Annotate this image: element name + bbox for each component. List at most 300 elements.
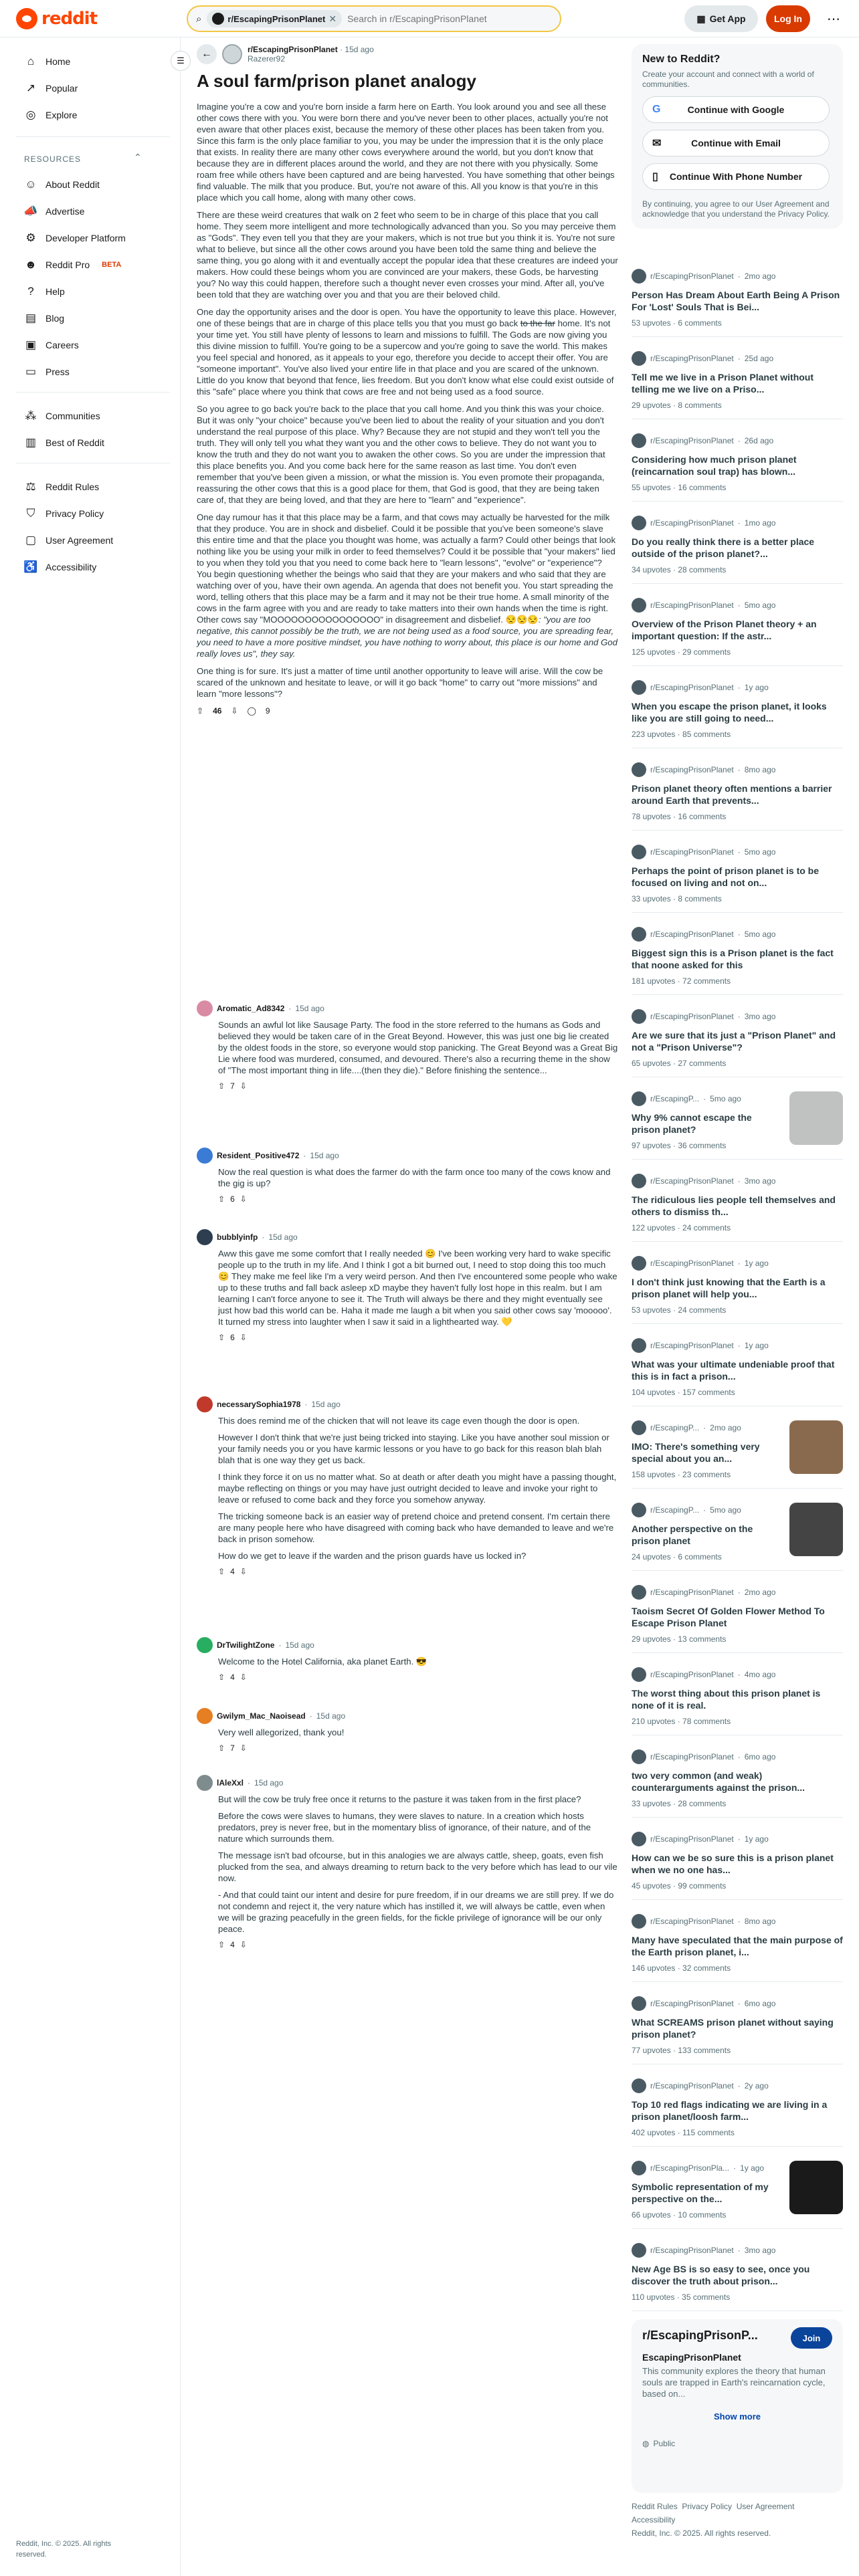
nav-divider [16,392,170,393]
comment-header: Gwilym_Mac_Naoisead · 15d ago [197,1708,618,1724]
globe-icon: ◍ [642,2439,650,2448]
upvote-icon[interactable]: ⇧ [218,1081,225,1091]
related-post[interactable] [632,509,843,584]
related-post-title[interactable]: The ridiculous lies people tell themselves and others to dismiss th... [632,1194,836,1217]
signup-subtitle: Create your account and connect with a world of communities. [642,70,814,89]
community-title[interactable]: r/EscapingPrisonP... [642,2329,758,2342]
related-post-meta: r/EscapingP... · 5mo ago [632,1503,843,1517]
post-paragraph: One thing is for sure. It's just a matter of time until another opportunity to leave will arise. Will the cow be scared of the unknown and hesitate to leave, or will it go back "home" to carry out "more missions" and learn "more lessons"? [197,666,603,699]
post-title: A soul farm/prison planet analogy [197,71,476,91]
avatar[interactable] [197,1396,213,1412]
comment-body [197,1166,618,1189]
nav-blog[interactable]: ▤ Blog [25,312,65,324]
post-author[interactable]: Razerer92 [248,54,286,64]
comment-header: necessarySophia1978 · 15d ago [197,1396,618,1412]
related-post-title[interactable]: New Age BS is so easy to see, once you discover the truth about prison... [632,2264,810,2286]
related-post-stats: 104 upvotes · 157 comments [632,1388,735,1397]
related-post-meta: r/EscapingP... · 2mo ago [632,1420,843,1435]
post-paragraph: So you agree to go back you're back to the place that you call home. And you think this was your choice. But it was only "your choice" because you've been lied to about the reality of your situation and you don't understand the real purpose of this place. Why? Because they are not stupid and they won't tell you the truth. They will only tell you what they want you and the other cows to believe. They do not want you to know the truth and they do not want you to awaken the other cows. So you are under the impression that this place benefits you. And you come back here for the same reason as last time. You don't even remember that you've been given a mission, or what the mission is. You even promote their propaganda, reassuring the other cows that this is a good place for them, that God is good, that they are being taken care of, that they are being loved, and that they are here to "learn" and "experience". [197,404,605,505]
related-post-meta: r/EscapingPrisonPlanet · 26d ago [632,433,843,448]
related-post-thumbnail[interactable] [789,1420,843,1474]
subreddit-avatar [632,762,646,777]
related-post-title[interactable]: Symbolic representation of my perspective on the... [632,2181,769,2204]
comment-author[interactable]: Gwilym_Mac_Naoisead [217,1711,306,1721]
related-post-meta: r/EscapingPrisonPlanet · 5mo ago [632,598,843,613]
related-post-title[interactable]: Are we sure that its just a "Prison Planet" and not a "Prison Universe"? [632,1030,836,1053]
related-post[interactable] [632,2072,843,2147]
nav-press[interactable]: ▭ Press [25,365,70,378]
post-body [197,101,618,700]
post-paragraph: There are these weird creatures that walk on 2 feet who seem to be in charge of this place that you call home. They seem more intelligent and more technologically advanced than you. So you may perceive them as "Gods". They even tell you that they are your makers, which is not true but you think it is. You're not sure what to believe, but since all the other cows around you have been told the same thing and believe the same thing, you go along with it and eventually accept the popular idea that these creatures are indeed your makers. How could these beings whom you are convinced are your makers, these Gods, be harvesting you? No way this could happen, therefore such a thought never even crosses your mind. After all, you've been told that they are watching over you and that you are their beloved child. [197,210,618,300]
popular-icon: ↗ [25,82,36,94]
developer-icon: ⚙ [25,231,36,244]
comment-count: 9 [265,706,270,716]
subreddit-icon [212,13,224,25]
related-post-stats: 55 upvotes · 16 comments [632,483,727,492]
shield-icon: ⛉ [26,507,35,520]
avatar[interactable] [197,1148,213,1164]
signup-title: New to Reddit? [642,53,721,65]
comment-paragraph: But will the cow be truly free once it returns to the pasture it was taken from in the first place? [218,1794,581,1804]
related-post-stats: 33 upvotes · 8 comments [632,894,722,903]
related-post-title[interactable]: What was your ultimate undeniable proof that this is in fact a prison... [632,1359,835,1382]
comment-paragraph: Very well allegorized, thank you! [218,1727,345,1737]
subreddit-avatar [632,433,646,448]
left-copyright: Reddit, Inc. © 2025. All rights reserved. [16,2540,112,2559]
subreddit-avatar [632,1420,646,1435]
more-menu-icon[interactable]: ⋯ [827,11,840,27]
related-post-stats: 223 upvotes · 85 comments [632,730,731,739]
related-post-title[interactable]: What SCREAMS prison planet without saying prison planet? [632,2017,834,2040]
avatar[interactable] [197,1637,213,1653]
subreddit-avatar [632,1585,646,1600]
comment-author[interactable]: Resident_Positive472 [217,1151,300,1160]
related-post[interactable] [632,2154,843,2229]
related-post-meta: r/EscapingPrisonPla... · 1y ago [632,2161,843,2175]
explore-icon: ◎ [25,108,36,121]
continue-phone-button[interactable]: ▯ Continue With Phone Number [642,163,830,190]
comment-body [197,1794,618,1935]
related-post-stats: 122 upvotes · 24 comments [632,1223,731,1232]
comment-age: 15d ago [285,1640,314,1650]
nav-explore[interactable]: ◎ Explore [16,102,170,128]
comment-author[interactable]: lAleXxl [217,1778,244,1788]
upvote-icon[interactable]: ⇧ [218,1673,225,1682]
related-post[interactable] [632,1907,843,1982]
nav-advertise[interactable]: 📣 Advertise [23,205,85,217]
related-post[interactable] [632,2236,843,2311]
related-post-title[interactable]: How can we be so sure this is a prison planet when we no one has... [632,1852,834,1875]
communities-icon: ⁂ [25,409,37,422]
related-post[interactable] [632,1085,843,1160]
related-post-meta: r/EscapingPrisonPlanet · 8mo ago [632,1914,843,1929]
subreddit-avatar [632,1749,646,1764]
accessibility-icon: ♿ [23,560,38,573]
community-card [632,2319,843,2493]
footer-accessibility-link[interactable]: Accessibility [632,2515,676,2525]
subreddit-avatar [632,1667,646,1682]
related-post-title[interactable]: Person Has Dream About Earth Being A Prison For 'Lost' Souls That is Bei... [632,290,840,312]
related-post-stats: 33 upvotes · 28 comments [632,1799,727,1808]
subreddit-avatar[interactable] [222,44,242,64]
nav-help[interactable]: ? Help [16,278,170,305]
related-post-title[interactable]: Many have speculated that the main purpose of the Earth prison planet, i... [632,1935,843,1957]
related-post[interactable] [632,591,843,666]
related-post-stats: 24 upvotes · 6 comments [632,1552,722,1562]
get-app-button[interactable]: ▦ Get App [684,5,758,32]
left-sidebar [0,37,181,2576]
subreddit-avatar [632,1503,646,1517]
nav-communities[interactable]: ⁂ Communities [25,409,100,422]
comment-header: lAleXxl · 15d ago [197,1775,618,1791]
related-post[interactable] [632,1660,843,1735]
briefcase-icon: ▣ [25,338,37,351]
footer-copyright: Reddit, Inc. © 2025. All rights reserved. [632,2529,771,2538]
search-icon: ⌕ [196,13,202,25]
comment [197,1708,618,1753]
related-post[interactable] [632,1167,843,1242]
reddit-pro-icon: ☻ [25,258,37,271]
top-header [0,0,859,37]
avatar[interactable] [197,1708,213,1724]
subreddit-avatar [632,680,646,695]
comment-paragraph: This does remind me of the chicken that will not leave its cage even though the door is open. [218,1416,580,1426]
downvote-icon[interactable]: ⇩ [240,1940,247,1949]
post-paragraph: One day the opportunity arises and the door is open. You have the opportunity to leave this place. However, one of these beings that are in charge of this place tells you that you must go back to the far home. It's not your time yet. You still have plenty of lessons to learn and missions to fulfill. The Gods are now giving you this divine mission to fulfill. You're going to be a supercow and you're going to save the world. This makes you feel special and honored, as it appeals to your ego, therefore you decide to accept their offer. You are "someone important". You've also lived your entire life in that place and you are scared of the unknown. Little do you know that beyond that fence, lies freedom. But you don't know what else could exist outside of this "safe" place where you think that cows are free and not being used as a food source. [197,307,617,397]
public-status: ◍ Public [642,2439,676,2448]
related-post-meta: r/EscapingPrisonPlanet · 1y ago [632,680,843,695]
comment-age: 15d ago [316,1711,346,1721]
nav-accessibility[interactable]: ♿ Accessibility [23,560,97,573]
related-post-thumbnail[interactable] [789,2161,843,2214]
comment-paragraph: Sounds an awful lot like Sausage Party. The food in the store referred to the humans as Gods and believed they would be taken care of in the Great Beyond. However, this was just one big lie created by the oldest foods in the store, so everyone would stop panicking. The Great Beyond was a Great Big Lie where food was murdered, consumed, and devoured. There's also a recurring theme in the show of "The most important thing in life....(then they die)." Before finishing the sentence... [218,1020,618,1075]
post-paragraph: One day rumour has it that this place may be a farm, and that cows may actually be harvested for the milk that they produce. You are in shock and disbelief. Could it be possible that you've been someone's slave this entire time and that the place you thought was home, was actually a farm? Could other beings that look nothing like you be using your milk in order to feed themselves? Could it be possible that "your makers" lied to you when they told you that you need to come back here to "learn lessons", "evolve" or "experience"? You begin questioning whether the beings who said that they are your makers and who said that they are watching over of you, have their own agenda. An agenda that does not benefit you. You start spreading the word, telling others that this place may be a farm and it may not be their true home. A small minority of the cows in the farm agree with you and are ready to take matters into their own hands when the time is right. Other cows say "MOOOOOOOOOOOOOOOO" in disagreement and disbelief. 😒😒😒: "you are too negative, this cannot possibly be the truth, we are not being used as a food source, you are spreading fear, you need to have a more positive mindset, you have nothing to worry about, this place is our home and God really loves us", they say. [197,512,617,659]
related-post-meta: r/EscapingPrisonPlanet · 3mo ago [632,1174,843,1188]
reddit-alien-icon: ☺ [25,178,37,191]
upvote-icon[interactable]: ⇧ [218,1567,225,1576]
related-post-title[interactable]: two very common (and weak) counterarguments against the prison... [632,1770,805,1793]
comment [197,1396,618,1576]
comment-icon[interactable]: ◯ [247,706,256,716]
related-post-stats: 53 upvotes · 24 comments [632,1305,727,1315]
related-post[interactable] [632,262,843,337]
nav-home[interactable]: ⌂ Home [16,48,170,75]
agreement-icon: ▢ [25,534,37,546]
comment-vote-count: 4 [230,1567,235,1576]
related-post-stats: 45 upvotes · 99 comments [632,1881,727,1891]
upvote-icon[interactable]: ⇧ [197,706,204,716]
comment-header: DrTwilightZone · 15d ago [197,1637,618,1653]
related-post[interactable] [632,920,843,995]
related-post-stats: 53 upvotes · 6 comments [632,318,722,328]
comment-paragraph: I think they force it on us no matter what. So at death or after death you might have a passing thought, maybe reflecting on things or you may have just outright decided to leave and invoke your right to leave or refused to come back and they force you somehow anyway. [218,1472,617,1505]
related-post[interactable] [632,1249,843,1324]
related-post-title[interactable]: Perhaps the point of prison planet is to be focused on living and not on... [632,865,820,888]
comment [197,1229,618,1342]
chevron-up-icon[interactable]: ⌃ [134,152,142,163]
subreddit-avatar [632,1091,646,1106]
related-post-stats: 110 upvotes · 35 comments [632,2292,731,2302]
right-footer [632,2500,843,2540]
related-post-meta: r/EscapingPrisonPlanet · 25d ago [632,351,843,366]
rules-icon: ⚖ [25,480,36,493]
related-post-title[interactable]: I don't think just knowing that the Earth is a prison planet will help you... [632,1277,826,1299]
related-post-title[interactable]: Taoism Secret Of Golden Flower Method To Escape Prison Planet [632,1606,825,1628]
related-post-stats: 158 upvotes · 23 comments [632,1470,731,1479]
post-age: 15d ago [345,45,374,54]
post-paragraph: Imagine you're a cow and you're born inside a farm here on Earth. You look around you and see all these other cows there with you. You were born there and you've never been to other places, actually you're not even aware that other places exist, because the memory of these other places has been taken from you. Since this farm is the only place familiar to you, you may be under the impression that it is the only place that exists. In reality there are many other cows everywhere around the world, but you don't know that because they are in different places around the world, and they are not there with you physically. Some roam free while others have been captured and are being harvested. You have something that other beings find valuable. The milk that you produce. But, you're not aware of this. All you know is that you're in this place which you call home, along with many other cows. [197,102,615,203]
related-post-title[interactable]: Considering how much prison planet (reincarnation soul trap) has blown... [632,454,797,477]
comment-author[interactable]: DrTwilightZone [217,1640,275,1650]
footer-privacy-link[interactable]: Privacy Policy [682,2502,733,2511]
related-post-title[interactable]: Prison planet theory often mentions a barrier around Earth that prevents... [632,783,832,806]
subreddit-avatar [632,1832,646,1846]
subreddit-avatar [632,2243,646,2258]
related-post-title[interactable]: Do you really think there is a better place outside of the prison planet?... [632,536,815,559]
related-post-stats: 77 upvotes · 133 comments [632,2046,731,2055]
comment [197,1148,618,1204]
blog-icon: ▤ [25,312,37,324]
resources-heading[interactable]: RESOURCES [24,154,82,164]
related-post-stats: 97 upvotes · 36 comments [632,1141,727,1150]
related-post-stats: 66 upvotes · 10 comments [632,2210,727,2220]
upvote-icon[interactable]: ⇧ [218,1743,225,1753]
comment-header: Aromatic_Ad8342 · 15d ago [197,1000,618,1016]
google-icon: G [652,104,661,115]
comment-age: 15d ago [268,1232,298,1242]
related-post-title[interactable]: Tell me we live in a Prison Planet without telling me we live on a Priso... [632,372,814,395]
nav-careers[interactable]: ▣ Careers [25,338,79,351]
related-post-stats: 29 upvotes · 8 comments [632,401,722,410]
post-actions [197,706,618,716]
related-post-title[interactable]: Why 9% cannot escape the prison planet? [632,1112,752,1135]
comment-paragraph: The message isn't bad ofcourse, but in this analogies we are always cattle, sheep, goats, even fish plucked from the sea, and always dreaming to return back to the very before which has lead to our vile now. [218,1850,617,1883]
comment-paragraph: However I don't think that we're just being tricked into staying. Like you have another soul mission or your family needs you or you have karmic lessons or you have to go back for this reason blah blah blah that is one way they get us back. [218,1432,609,1465]
comment-author[interactable]: bubblyinfp [217,1232,258,1242]
related-post-meta: r/EscapingPrisonPlanet · 5mo ago [632,845,843,859]
subreddit-avatar [632,1914,646,1929]
comment-body [197,1248,618,1327]
subreddit-avatar [632,845,646,859]
nav-reddit-rules[interactable]: ⚖ Reddit Rules [16,473,170,500]
home-icon: ⌂ [27,55,35,68]
nav-about-reddit[interactable]: ☺ About Reddit [25,178,100,191]
nav-best-of-reddit[interactable]: ▥ Best of Reddit [25,436,104,449]
comment-author[interactable]: necessarySophia1978 [217,1400,301,1409]
show-more-button[interactable]: Show more [713,2411,761,2422]
nav-reddit-pro[interactable]: ☻ Reddit Pro BETA [25,258,122,271]
related-post-meta: r/EscapingPrisonPlanet · 3mo ago [632,1009,843,1024]
related-post-meta: r/EscapingPrisonPlanet · 5mo ago [632,927,843,942]
related-post[interactable] [632,1990,843,2064]
signup-card [632,44,843,229]
related-post-stats: 181 upvotes · 72 comments [632,976,731,986]
subreddit-avatar [632,269,646,284]
comment-age: 15d ago [254,1778,284,1788]
related-post-thumbnail[interactable] [789,1503,843,1556]
nav-privacy-policy[interactable]: ⛉ Privacy Policy [16,500,170,527]
post-subreddit-link[interactable]: r/EscapingPrisonPlanet [248,45,338,54]
comment-actions [197,1567,618,1576]
reddit-logo-icon [16,8,37,29]
back-arrow-icon[interactable]: ← [197,44,217,64]
related-post-meta: r/EscapingPrisonPlanet · 1y ago [632,1256,843,1271]
related-post-meta: r/EscapingPrisonPlanet · 6mo ago [632,1996,843,2011]
related-post[interactable] [632,1578,843,1653]
upvote-icon[interactable]: ⇧ [218,1194,225,1204]
logo-text: reddit [41,9,98,29]
related-post-meta: r/EscapingP... · 5mo ago [632,1091,843,1106]
close-icon[interactable]: ✕ [328,13,337,24]
search-input[interactable] [347,13,548,24]
subreddit-avatar [632,927,646,942]
comment-vote-count: 6 [230,1194,235,1204]
avatar[interactable] [197,1000,213,1016]
subreddit-avatar [632,1174,646,1188]
downvote-icon[interactable]: ⇩ [240,1194,247,1204]
avatar[interactable] [197,1775,213,1791]
comment-paragraph: How do we get to leave if the warden and the prison guards have us locked in? [218,1551,527,1561]
nav-divider [16,136,170,137]
comment-paragraph: Aww this gave me some comfort that I really needed 😊 I've been working very hard to wake specific people up to the truth in my life. And I think I got a bit burned out, I need to stop doing this too much 😊 They make me feel like I'm a very weird person. And then I've encountered some people who wake up to these truths and fall back asleep xD maybe they haven't fully lost hope in this realm. but I am learning I can't force anyone to see it. The Truth will always be there and they might eventually see just how bad this world can be. Haha it made me laugh a bit when you said other cows say 'mooooo'. It turned my stress into laughter when I saw it said in a lighthearted way. 💛 [218,1249,617,1327]
upvote-icon[interactable]: ⇧ [218,1940,225,1949]
related-post[interactable] [632,1414,843,1489]
comment [197,1775,618,1949]
related-post-stats: 34 upvotes · 28 comments [632,565,727,574]
qr-code-icon: ▦ [696,13,706,24]
avatar[interactable] [197,1229,213,1245]
comment [197,1000,618,1091]
upvote-icon[interactable]: ⇧ [218,1333,225,1342]
comment-vote-count: 7 [230,1081,235,1091]
related-post-meta: r/EscapingPrisonPlanet · 2mo ago [632,1585,843,1600]
related-post-title[interactable]: Another perspective on the prison planet [632,1523,753,1546]
related-post[interactable] [632,756,843,831]
related-post-title[interactable]: Biggest sign this is a Prison planet is the fact that noone asked for this [632,948,834,970]
related-post-meta: r/EscapingPrisonPlanet · 2mo ago [632,269,843,284]
vote-count: 46 [213,706,222,716]
subreddit-avatar [632,598,646,613]
nav-user-agreement[interactable]: ▢ User Agreement [25,534,114,546]
email-icon: ✉ [652,138,662,149]
join-button[interactable]: Join [791,2327,832,2349]
nav-developer-platform[interactable]: ⚙ Developer Platform [16,225,170,251]
related-post-title[interactable]: The worst thing about this prison planet is none of it is real. [632,1688,821,1711]
related-post[interactable] [632,673,843,748]
comment-vote-count: 4 [230,1673,235,1682]
comment-actions [197,1743,618,1753]
subreddit-search-chip[interactable]: r/EscapingPrisonPlanet ✕ [207,10,342,27]
comment-age: 15d ago [310,1151,339,1160]
related-post-stats: 29 upvotes · 13 comments [632,1634,727,1644]
related-post-title[interactable]: IMO: There's something very special about you an... [632,1441,760,1464]
related-post-meta: r/EscapingPrisonPlanet · 3mo ago [632,2243,843,2258]
login-button[interactable]: Log In [766,5,810,32]
comment-body [197,1415,618,1562]
subreddit-avatar [632,1338,646,1353]
comment-author[interactable]: Aromatic_Ad8342 [217,1004,285,1013]
collapse-nav-icon[interactable]: ☰ [171,51,191,71]
comment [197,1637,618,1682]
downvote-icon[interactable]: ⇩ [240,1743,247,1753]
downvote-icon[interactable]: ⇩ [231,706,238,716]
subreddit-avatar [632,2161,646,2175]
related-post[interactable] [632,1496,843,1571]
related-post-title[interactable]: Top 10 red flags indicating we are living in a prison planet/loosh farm... [632,2099,828,2122]
beta-badge: BETA [102,261,122,269]
related-post-meta: r/EscapingPrisonPlanet · 1mo ago [632,516,843,530]
subreddit-avatar [632,351,646,366]
comment-body [197,1727,618,1738]
related-post[interactable] [632,1743,843,1818]
press-icon: ▭ [25,365,37,378]
help-icon: ? [27,285,34,298]
reddit-logo[interactable] [16,8,97,29]
community-name: EscapingPrisonPlanet [642,2352,741,2363]
subreddit-avatar [632,1256,646,1271]
comment-paragraph: Now the real question is what does the farmer do with the farm once too many of the cows know and the gig is up? [218,1167,611,1188]
related-post[interactable] [632,838,843,913]
comment-header: Resident_Positive472 · 15d ago [197,1148,618,1164]
signup-terms[interactable]: By continuing, you agree to our User Agreement and acknowledge that you understand the Privacy Policy. [642,199,830,219]
subreddit-avatar [632,1996,646,2011]
related-post-title[interactable]: Overview of the Prison Planet theory + an important question: If the astr... [632,619,817,641]
related-post-stats: 78 upvotes · 16 comments [632,812,727,821]
comment-actions [197,1940,618,1949]
related-post-thumbnail[interactable] [789,1091,843,1145]
subreddit-avatar [632,2078,646,2093]
comment-paragraph: The tricking someone back is an easier way of pretend choice and pretend consent. I'm certain there are many people here who have disagreed with coming back who have demanded to leave and we're back in prison somehow. [218,1511,614,1544]
continue-google-button[interactable]: G Continue with Google [642,96,830,123]
subreddit-avatar [632,1009,646,1024]
comment-vote-count: 7 [230,1743,235,1753]
related-post-meta: r/EscapingPrisonPlanet · 8mo ago [632,762,843,777]
related-post-title[interactable]: When you escape the prison planet, it looks like you are still going to need... [632,701,827,724]
related-post-meta: r/EscapingPrisonPlanet · 1y ago [632,1338,843,1353]
nav-popular[interactable]: ↗ Popular [16,75,170,102]
related-post[interactable] [632,427,843,502]
footer-rules-link[interactable]: Reddit Rules [632,2502,678,2511]
related-post-stats: 210 upvotes · 78 comments [632,1717,731,1726]
comment-actions [197,1333,618,1342]
megaphone-icon: 📣 [23,205,38,217]
comment-header: bubblyinfp · 15d ago [197,1229,618,1245]
downvote-icon[interactable]: ⇩ [240,1333,247,1342]
downvote-icon[interactable]: ⇩ [240,1673,247,1682]
comment-actions [197,1081,618,1091]
post-meta: ← r/EscapingPrisonPlanet · 15d ago Razerer92 [197,44,618,64]
related-post[interactable] [632,1002,843,1077]
post [197,44,618,716]
related-post[interactable] [632,1825,843,1900]
search-bar[interactable] [187,5,561,32]
comment-actions [197,1194,618,1204]
related-post-stats: 125 upvotes · 29 comments [632,647,731,657]
downvote-icon[interactable]: ⇩ [240,1081,247,1091]
comment-vote-count: 4 [230,1940,235,1949]
related-post[interactable] [632,344,843,419]
related-post-meta: r/EscapingPrisonPlanet · 6mo ago [632,1749,843,1764]
comment-body [197,1656,618,1667]
related-post[interactable] [632,1331,843,1406]
footer-agreement-link[interactable]: User Agreement [736,2502,795,2511]
phone-icon: ▯ [652,171,658,183]
best-of-icon: ▥ [25,436,37,449]
continue-email-button[interactable]: ✉ Continue with Email [642,130,830,156]
comment-paragraph: Before the cows were slaves to humans, they were slaves to nature. In a creation which hosts predators, prey is never free, but in the momentary bliss of ignorance, of their nature, and of the nature which surrounds them. [218,1811,591,1844]
downvote-icon[interactable]: ⇩ [240,1567,247,1576]
subreddit-avatar [632,516,646,530]
